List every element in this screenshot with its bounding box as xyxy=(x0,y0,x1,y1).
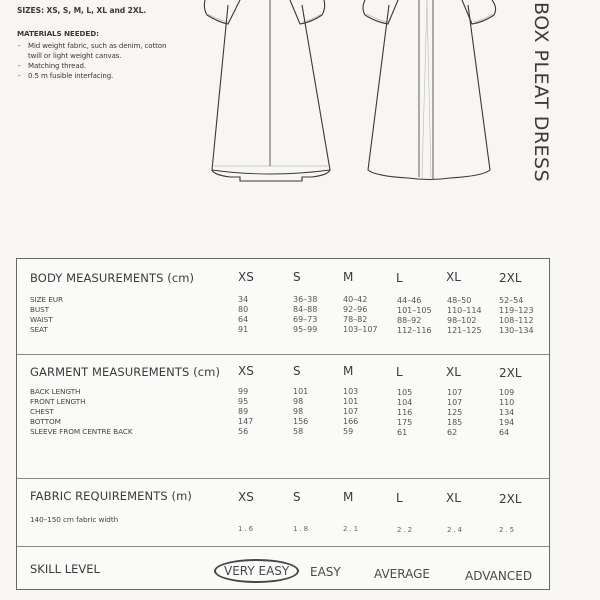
size-header-xs: XS xyxy=(238,270,254,284)
skill-option-average: AVERAGE xyxy=(374,567,430,581)
value-cell-xs: 34 xyxy=(238,295,249,304)
value-cell-s: 98 xyxy=(293,397,304,406)
value-cell-m: 40–42 xyxy=(343,295,368,304)
materials-item-cont: twill or light weight canvas. xyxy=(28,52,122,60)
size-header-m: M xyxy=(343,364,354,378)
row-label: SEAT xyxy=(30,325,48,334)
value-cell-xs: 56 xyxy=(238,427,249,436)
fabric-requirements-section xyxy=(17,479,549,547)
size-header-m: M xyxy=(343,490,354,504)
size-header-xs: XS xyxy=(238,364,254,378)
value-cell-s: 101 xyxy=(293,387,309,396)
value-cell-xs: 95 xyxy=(238,397,249,406)
size-header-xl: XL xyxy=(446,270,461,284)
materials-title: MATERIALS NEEDED: xyxy=(17,29,99,38)
value-cell-2xl: 2.5 xyxy=(499,526,517,534)
value-cell-2xl: 119–123 xyxy=(499,306,534,315)
row-label: CHEST xyxy=(30,407,54,416)
value-cell-2xl: 52–54 xyxy=(499,296,524,305)
value-cell-m: 166 xyxy=(343,417,359,426)
fabric-requirements-heading: FABRIC REQUIREMENTS (m) xyxy=(30,489,193,503)
materials-item: - Matching thread. xyxy=(17,61,207,71)
value-cell-s: 156 xyxy=(293,417,309,426)
dress-illustrations xyxy=(200,0,500,190)
value-cell-l: 116 xyxy=(397,408,413,417)
row-label: SLEEVE FROM CENTRE BACK xyxy=(30,427,133,436)
value-cell-l: 101–105 xyxy=(397,306,432,315)
value-cell-l: 175 xyxy=(397,418,413,427)
size-header-l: L xyxy=(396,365,403,379)
skill-level-label: SKILL LEVEL xyxy=(30,562,100,576)
value-cell-m: 101 xyxy=(343,397,359,406)
size-header-m: M xyxy=(343,270,354,284)
value-cell-2xl: 109 xyxy=(499,388,515,397)
size-header-l: L xyxy=(396,491,403,505)
size-header-xl: XL xyxy=(446,365,461,379)
size-header-l: L xyxy=(396,271,403,285)
skill-option-easy: EASY xyxy=(310,565,341,579)
value-cell-xl: 185 xyxy=(447,418,463,427)
pattern-title-text: BOX PLEAT DRESS xyxy=(530,2,552,183)
value-cell-m: 107 xyxy=(343,407,359,416)
size-header-2xl: 2XL xyxy=(499,366,522,380)
value-cell-2xl: 64 xyxy=(499,428,510,437)
value-cell-xl: 125 xyxy=(447,408,463,417)
value-cell-l: 104 xyxy=(397,398,413,407)
value-cell-m: 103 xyxy=(343,387,359,396)
value-cell-xs: 64 xyxy=(238,315,249,324)
value-cell-s: 95–99 xyxy=(293,325,318,334)
value-cell-xl: 48–50 xyxy=(447,296,472,305)
value-cell-s: 1.8 xyxy=(293,525,311,533)
value-cell-l: 88–92 xyxy=(397,316,422,325)
garment-measurements-heading: GARMENT MEASUREMENTS (cm) xyxy=(30,365,221,379)
value-cell-l: 105 xyxy=(397,388,413,397)
body-measurements-heading: BODY MEASUREMENTS (cm) xyxy=(30,271,195,285)
value-cell-2xl: 134 xyxy=(499,408,515,417)
value-cell-m: 92–96 xyxy=(343,305,368,314)
value-cell-xs: 99 xyxy=(238,387,249,396)
materials-item: - Mid weight fabric, such as denim, cotton xyxy=(17,41,207,51)
value-cell-xl: 107 xyxy=(447,388,463,397)
value-cell-xl: 121–125 xyxy=(447,326,482,335)
value-cell-xl: 62 xyxy=(447,428,458,437)
skill-level-section xyxy=(17,547,549,591)
row-label: 140–150 cm fabric width xyxy=(30,515,119,524)
dress-back-illustration xyxy=(363,0,496,180)
value-cell-xl: 2.4 xyxy=(447,526,465,534)
value-cell-s: 36–38 xyxy=(293,295,318,304)
row-label: BUST xyxy=(30,305,50,314)
value-cell-l: 61 xyxy=(397,428,408,437)
value-cell-xs: 80 xyxy=(238,305,249,314)
value-cell-l: 44–46 xyxy=(397,296,422,305)
row-label: SIZE EUR xyxy=(30,295,63,304)
value-cell-2xl: 130–134 xyxy=(499,326,534,335)
value-cell-s: 84–88 xyxy=(293,305,318,314)
skill-option-advanced: ADVANCED xyxy=(465,569,533,583)
value-cell-xl: 107 xyxy=(447,398,463,407)
value-cell-m: 78–82 xyxy=(343,315,368,324)
size-header-s: S xyxy=(293,490,301,504)
value-cell-2xl: 194 xyxy=(499,418,515,427)
value-cell-xs: 89 xyxy=(238,407,249,416)
sizes-line: SIZES: XS, S, M, L, XL and 2XL. xyxy=(17,6,147,15)
size-header-s: S xyxy=(293,364,301,378)
size-header-xs: XS xyxy=(238,490,254,504)
value-cell-xs: 91 xyxy=(238,325,249,334)
value-cell-m: 103–107 xyxy=(343,325,378,334)
intro-text xyxy=(17,6,207,81)
value-cell-m: 2.1 xyxy=(343,525,361,533)
pattern-title xyxy=(532,2,552,192)
garment-measurements-section xyxy=(17,355,549,479)
dress-front-illustration xyxy=(204,0,330,181)
size-header-2xl: 2XL xyxy=(499,271,522,285)
measurement-table xyxy=(16,258,550,590)
value-cell-l: 112–116 xyxy=(397,326,432,335)
value-cell-s: 58 xyxy=(293,427,304,436)
size-header-s: S xyxy=(293,270,301,284)
materials-list xyxy=(17,41,207,81)
materials-item: - 0.5 m fusible interfacing. xyxy=(17,71,207,81)
row-label: FRONT LENGTH xyxy=(30,397,86,406)
value-cell-2xl: 108–112 xyxy=(499,316,534,325)
value-cell-l: 2.2 xyxy=(397,526,415,534)
value-cell-xl: 98–102 xyxy=(447,316,477,325)
value-cell-2xl: 110 xyxy=(499,398,515,407)
skill-option-very-easy: VERY EASY xyxy=(214,559,299,583)
size-header-2xl: 2XL xyxy=(499,492,522,506)
value-cell-xs: 1.6 xyxy=(238,525,256,533)
row-label: WAIST xyxy=(30,315,53,324)
value-cell-s: 69–73 xyxy=(293,315,318,324)
row-label: BOTTOM xyxy=(30,417,61,426)
value-cell-s: 98 xyxy=(293,407,304,416)
value-cell-xl: 110–114 xyxy=(447,306,482,315)
size-header-xl: XL xyxy=(446,491,461,505)
value-cell-m: 59 xyxy=(343,427,354,436)
body-measurements-section xyxy=(17,259,549,355)
value-cell-xs: 147 xyxy=(238,417,254,426)
row-label: BACK LENGTH xyxy=(30,387,81,396)
